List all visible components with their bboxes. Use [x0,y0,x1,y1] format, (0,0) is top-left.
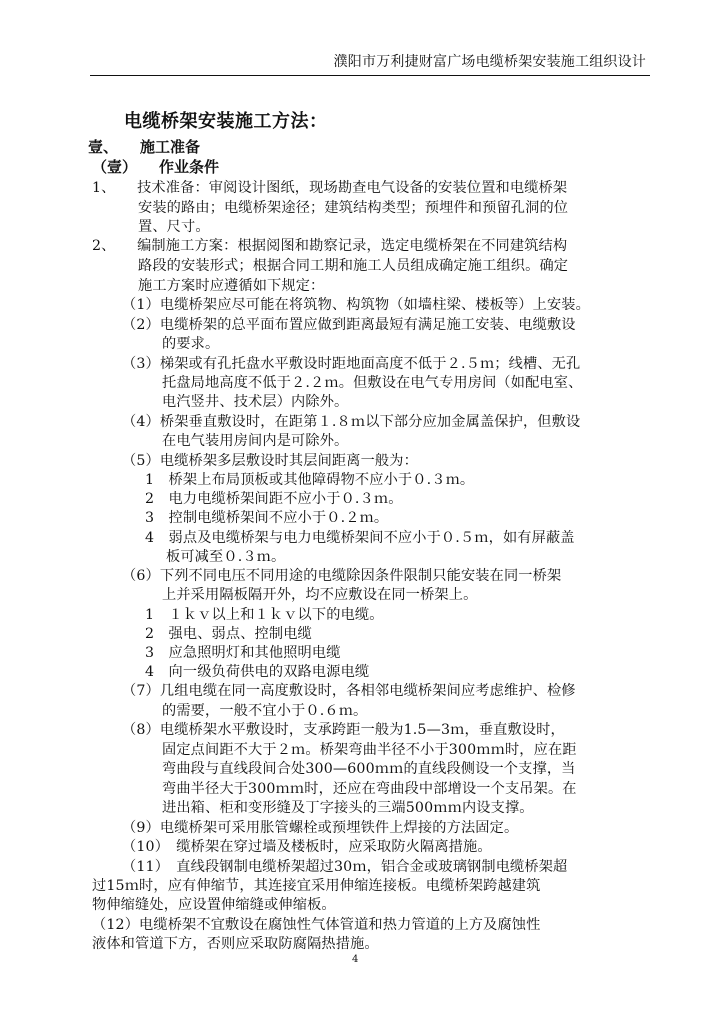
text-line: （9）电缆桥架可采用胀管螺栓或预埋铁件上焊接的方法固定。 [122,820,519,836]
text-line: 施工方案时应遵循如下规定： [138,278,325,294]
text-line: 固定点间距不大于２ｍ。桥架弯曲半径不小于300ｍｍ时，应在距 [162,742,577,758]
text-line: 过15ｍ时，应有伸缩节，其连接宜采用伸缩连接板。电缆桥架跨越建筑 [92,878,541,894]
document-title: 电缆桥架安装施工方法： [124,111,328,132]
section-label: 作业条件 [159,158,220,176]
text-line: 2 电力电缆桥架间距不应小于０.３ｍ。 [145,491,403,507]
header-rule [90,75,650,76]
text-line: 1 桥架上布局顶板或其他障碍物不应小于０.３ｍ。 [145,472,475,488]
text-line: 液体和管道下方，否则应采取防腐隔热措施。 [92,936,379,952]
text-line: 4 向一级负荷供电的双路电源电缆 [145,664,370,680]
text-line: （7）几组电缆在同一高度敷设时，各相邻电缆桥架间应考虑维护、检修 [122,683,576,699]
text-line: 3 控制电缆桥架间不应小于０.２ｍ。 [145,510,389,526]
text-line: 托盘局地高度不低于２.２ｍ。但敷设在电气专用房间（如配电室、 [162,375,583,391]
text-line: （6）下列不同电压不同用途的电缆除因条件限制只能安装在同一桥架 [122,568,562,584]
text-line: （4）桥架垂直敷设时，在距第１.８ｍ以下部分应加金属盖保护，但敷设 [122,414,581,430]
text-line: 安装的路由；电缆桥架途径；建筑结构类型；预埋件和预留孔洞的位 [138,200,569,216]
page-number: 4 [352,954,359,965]
text-line: 物伸缩缝处，应设置伸缩缝或伸缩板。 [92,897,336,913]
text-line: （5）电缆桥架多层敷设时其层间距离一般为： [122,453,418,469]
text-line: 1、 技术准备：审阅设计图纸，现场勘查电气设备的安装位置和电缆桥架 [92,180,568,196]
text-line: 2、 编制施工方案：根据阅图和勘察记录，选定电缆桥架在不同建筑结构 [92,238,568,254]
text-line: 的要求。 [162,336,220,352]
text-line: 上并采用隔板隔开外，均不应敷设在同一桥架上。 [162,587,478,603]
text-line: （8）电缆桥架水平敷设时，支承跨距一般为1.5—3ｍ，垂直敷设时， [122,722,565,738]
text-line: 弯曲半径大于300ｍｍ时，还应在弯曲段中部增设一个支吊架。在 [162,781,577,797]
text-line: 4 弱点及电缆桥架与电力电缆桥架间不应小于０.５ｍ，如有屏蔽盖 [145,530,575,546]
section-heading-2 [92,157,219,177]
text-line: （10） 缆桥架在穿过墙及楼板时，应采取防火隔离措施。 [122,839,492,855]
text-line: （12）电缆桥架不宜敷设在腐蚀性气体管道和热力管道的上方及腐蚀性 [92,917,541,933]
text-line: （3）梯架或有孔托盘水平敷设时距地面高度不低于２.５ｍ；线槽、无孔 [122,356,581,372]
text-line: 进出箱、柜和变形缝及丁字接头的三端500ｍｍ内设支撑。 [162,800,534,816]
text-line: 的需要，一般不宜小于０.６ｍ。 [162,703,368,719]
document-header: 濮阳市万利捷财富广场电缆桥架安装施工组织设计 [333,54,646,70]
text-line: （2）电缆桥架的总平面布置应做到距离最短有满足施工安装、电缆敷设 [122,317,576,333]
section-label: 施工准备 [140,138,201,156]
text-line: 1 １ｋｖ以上和１ｋｖ以下的电缆。 [145,607,384,623]
text-line: 弯曲段与直线段间合处300—600ｍｍ的直线段侧设一个支撑，当 [162,761,576,777]
text-line: （11） 直线段钢制电缆桥架超过30ｍ，铝合金或玻璃钢制电缆桥架超 [122,859,568,875]
text-line: 在电气装用房间内是可除外。 [162,433,349,449]
text-line: （1）电缆桥架应尽可能在将筑物、构筑物（如墙柱梁、楼板等）上安装。 [122,297,590,313]
text-line: 2 强电、弱点、控制电缆 [145,626,312,642]
section-number: （壹） [92,158,138,176]
text-line: 置、尺寸。 [138,219,210,235]
text-line: 板可减至０.３ｍ。 [166,549,286,565]
section-number: 壹、 [88,138,119,156]
text-line: 3 应急照明灯和其他照明电缆 [145,645,341,661]
text-line: 电汽竖井、技术层）内除外。 [162,394,349,410]
text-line: 路段的安装形式；根据合同工期和施工人员组成确定施工组织。确定 [138,258,569,274]
section-heading-1 [88,137,200,157]
